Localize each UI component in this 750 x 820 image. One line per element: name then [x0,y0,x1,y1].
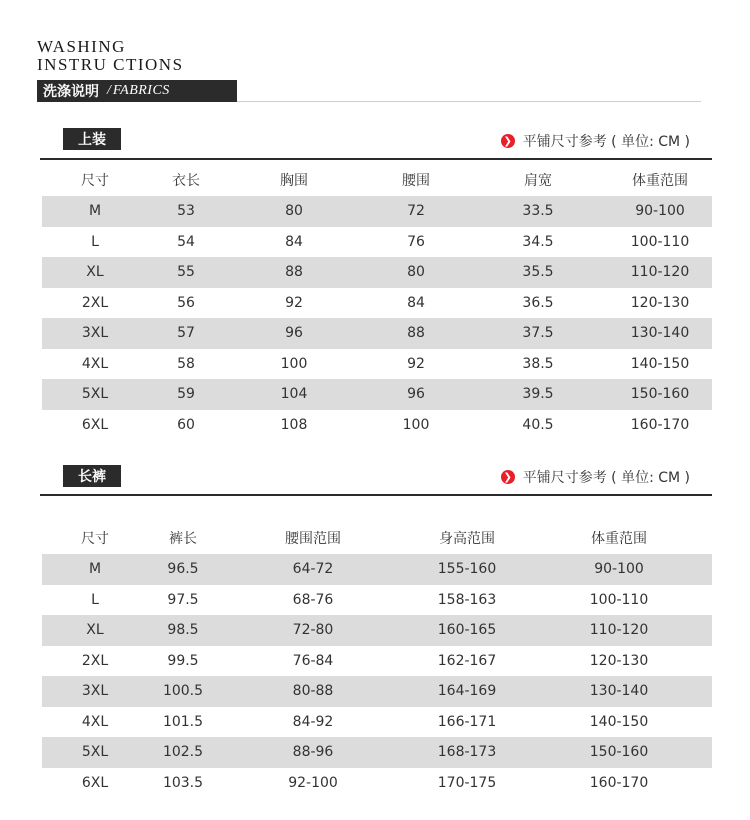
header-separator: / [107,83,111,98]
table-cell: 35.5 [468,257,608,288]
table-cell: 88 [224,257,364,288]
table-cell: 80-88 [218,676,408,707]
table-row [42,676,712,707]
table-row [42,410,712,441]
column-header: 胸围 [280,172,308,189]
header-en-label: FABRICS [112,83,170,98]
table-header-row [42,521,712,554]
table-cell: 34.5 [522,233,554,250]
column-header: 衣长 [172,172,200,189]
table-cell: 36.5 [522,294,554,311]
table-cell: 68-76 [292,591,334,608]
table-row [42,585,712,616]
table-cell: 72 [364,196,468,227]
table-cell: 84 [285,233,303,250]
table-cell: 130-140 [526,676,712,707]
table-cell: 160-165 [408,615,526,646]
table-row [42,615,712,646]
table-cell: 88 [364,318,468,349]
table-cell: 92 [407,355,425,372]
table-cell: 84 [407,294,425,311]
column-header: 裤长 [169,530,197,547]
pants-divider [40,494,712,496]
table-cell: 108 [280,416,308,433]
column-header: 尺寸 [81,530,109,547]
table-cell: 103.5 [162,774,204,791]
table-row [42,257,712,288]
table-row [42,288,712,319]
table-cell: 100 [402,416,430,433]
table-cell: M [42,196,148,227]
table-cell: 150-160 [608,379,712,410]
table-header-row [42,163,712,196]
table-cell: 104 [224,379,364,410]
column-header: 体重范围 [632,172,688,189]
table-cell: 160-170 [589,774,649,791]
table-cell: 92 [285,294,303,311]
chevron-right-circle-icon: ❯ [501,470,515,484]
table-row [42,196,712,227]
table-cell: 168-173 [408,737,526,768]
pants-size-table [42,521,712,798]
tops-divider [40,158,712,160]
table-cell: 80 [224,196,364,227]
table-cell: 120-130 [630,294,690,311]
table-cell: 54 [177,233,195,250]
table-cell: 100-110 [589,591,649,608]
table-cell: 101.5 [162,713,204,730]
table-cell: 96 [224,318,364,349]
table-cell: 100-110 [630,233,690,250]
table-cell: 5XL [42,379,148,410]
table-cell: 80 [364,257,468,288]
tops-reference-text: 平铺尺寸参考 ( 单位: CM ) [522,134,690,150]
table-cell: 96.5 [148,554,218,585]
column-header: 腰围 [402,172,430,189]
table-cell: 4XL [81,355,109,372]
header-bar [37,80,237,102]
column-header: 身高范围 [439,530,495,547]
table-cell: L [91,233,99,250]
table-cell: 160-170 [630,416,690,433]
table-row [42,554,712,585]
table-cell: 64-72 [218,554,408,585]
table-cell: 90-100 [608,196,712,227]
table-cell: 164-169 [408,676,526,707]
column-header: 体重范围 [591,530,647,547]
table-cell: 58 [177,355,195,372]
column-header: 尺寸 [81,172,109,189]
table-row [42,737,712,768]
table-cell: 60 [177,416,195,433]
pants-reference-text: 平铺尺寸参考 ( 单位: CM ) [522,470,690,486]
table-cell: 57 [148,318,224,349]
table-cell: 4XL [81,713,109,730]
table-cell: 2XL [81,294,109,311]
table-cell: 102.5 [148,737,218,768]
table-cell: 110-120 [526,615,712,646]
table-cell: 162-167 [437,652,497,669]
table-cell: 100 [280,355,308,372]
table-cell: 88-96 [218,737,408,768]
table-cell: 76-84 [292,652,334,669]
table-cell: 84-92 [292,713,334,730]
title-line-2: INSTRU CTIONS [37,55,184,74]
tops-section-label: 上装 [63,128,121,150]
header-divider [237,101,701,102]
table-cell: 37.5 [468,318,608,349]
column-header: 腰围范围 [285,530,341,547]
column-header: 肩宽 [524,172,552,189]
table-row [42,646,712,677]
chevron-right-circle-icon: ❯ [501,134,515,148]
table-cell: 90-100 [526,554,712,585]
table-cell: 55 [148,257,224,288]
title-line-1: WASHING [37,37,126,56]
table-cell: 155-160 [408,554,526,585]
table-cell: 56 [177,294,195,311]
table-cell: 3XL [42,318,148,349]
table-row [42,318,712,349]
table-row [42,768,712,799]
table-cell: 140-150 [630,355,690,372]
table-cell: L [91,591,99,608]
table-cell: 150-160 [526,737,712,768]
pants-section-label: 长裤 [63,465,121,487]
table-cell: 33.5 [468,196,608,227]
table-cell: 166-171 [437,713,497,730]
table-cell: 38.5 [522,355,554,372]
table-cell: 5XL [42,737,148,768]
tops-reference [501,131,690,151]
table-cell: 6XL [81,416,109,433]
table-cell: 98.5 [148,615,218,646]
table-cell: 40.5 [522,416,554,433]
table-cell: M [42,554,148,585]
tops-size-table [42,163,712,440]
table-cell: 140-150 [589,713,649,730]
header-cn-label: 洗涤说明 [43,84,99,100]
table-cell: 2XL [81,652,109,669]
table-row [42,379,712,410]
pants-reference [501,467,690,487]
table-cell: 39.5 [468,379,608,410]
table-cell: 53 [148,196,224,227]
table-cell: 130-140 [608,318,712,349]
table-cell: 96 [364,379,468,410]
table-cell: 76 [407,233,425,250]
table-cell: 100.5 [148,676,218,707]
table-cell: 6XL [81,774,109,791]
table-cell: 158-163 [437,591,497,608]
table-cell: XL [42,257,148,288]
table-cell: XL [42,615,148,646]
table-cell: 97.5 [167,591,199,608]
table-row [42,349,712,380]
table-row [42,707,712,738]
table-cell: 92-100 [288,774,338,791]
table-row [42,227,712,258]
table-cell: 59 [148,379,224,410]
header-title [37,38,184,74]
table-cell: 99.5 [167,652,199,669]
table-cell: 72-80 [218,615,408,646]
table-cell: 170-175 [437,774,497,791]
table-cell: 120-130 [589,652,649,669]
table-cell: 110-120 [608,257,712,288]
table-cell: 3XL [42,676,148,707]
